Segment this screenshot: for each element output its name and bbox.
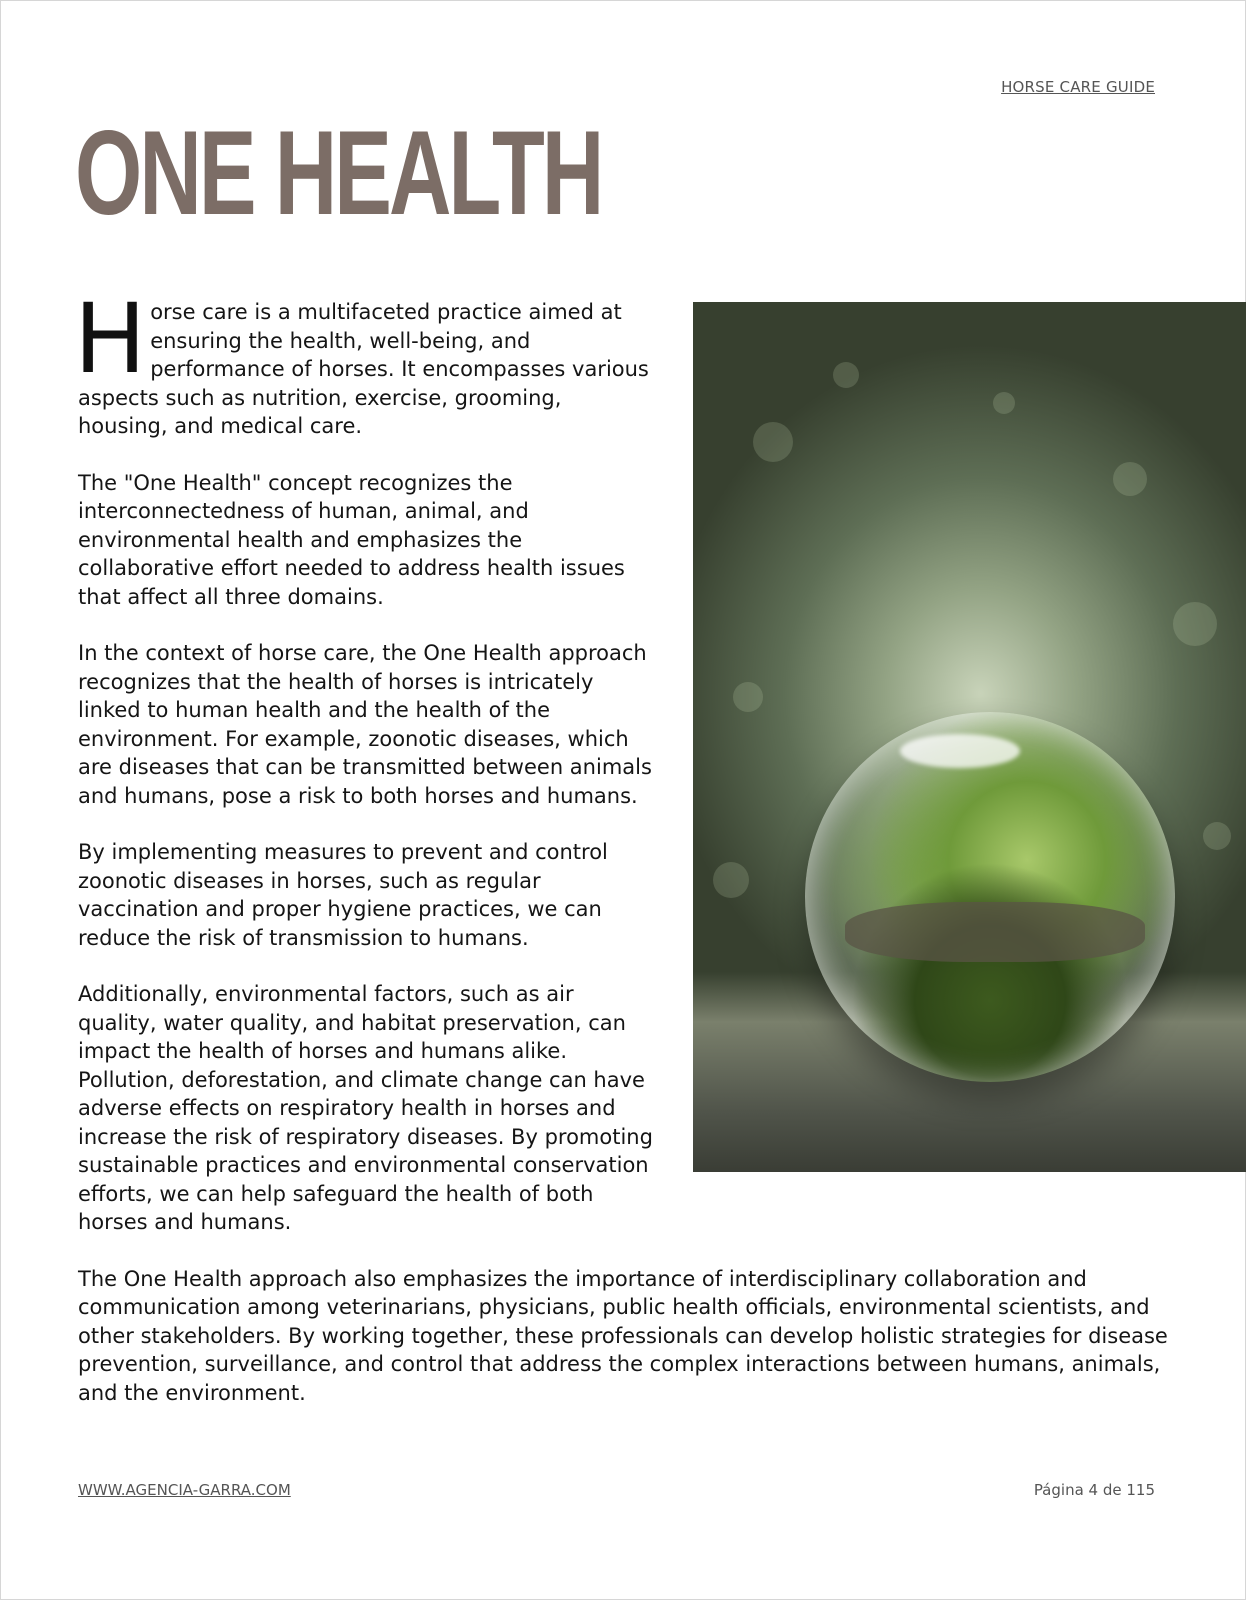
page-title: ONE HEALTH [75,106,602,240]
paragraph: The "One Health" concept recognizes the interconnectedness of human, animal, and environmental health and emphasizes the collaborative effort needed to address health issues that affect all three domains. [78,470,625,609]
paragraph: The One Health approach also emphasizes the importance of interdisciplinary collaboration and communication among veterinarians, physicians, public health officials, environmental scientists, and other stakeholders. By working together, these professionals can develop holistic strategies for disease prevention, surveillance, and control that address the complex interactions between humans, animals, and the environment. [78,1266,1168,1405]
intro-text: orse care is a multifaceted practice aimed at ensuring the health, well-being, and performance of horses. It encompasses various aspects such as nutrition, exercise, grooming, housing, and medical care. [78,300,649,438]
paragraph: Additionally, environmental factors, such as air quality, water quality, and habitat preservation, can impact the health of horses and humans alike. Pollution, deforestation, and climate change can have adverse effects on respiratory health in horses and increase the risk of respiratory diseases. By promoting sustainable practices and environmental conservation efforts, we can help safeguard the health of both horses and humans. [78,982,653,1234]
paragraph: In the context of horse care, the One Health approach recognizes that the health of horses is intricately linked to human health and the health of the environment. For example, zoonotic diseases, which are diseases that can be transmitted between animals and humans, pose a risk to both horses and humans. [78,641,652,808]
article-body [74,283,1168,1435]
page-number: Página 4 de 115 [1033,1481,1155,1499]
horse-care-guide-link[interactable]: HORSE CARE GUIDE [1001,78,1155,96]
drop-cap: H [74,283,147,395]
paragraph: By implementing measures to prevent and control zoonotic diseases in horses, such as regular vaccination and proper hygiene practices, we can reduce the risk of transmission to humans. [78,840,608,950]
terrarium-globe-image [693,302,1246,1172]
website-link[interactable]: WWW.AGENCIA-GARRA.COM [78,1481,291,1499]
glass-globe [805,712,1175,1082]
